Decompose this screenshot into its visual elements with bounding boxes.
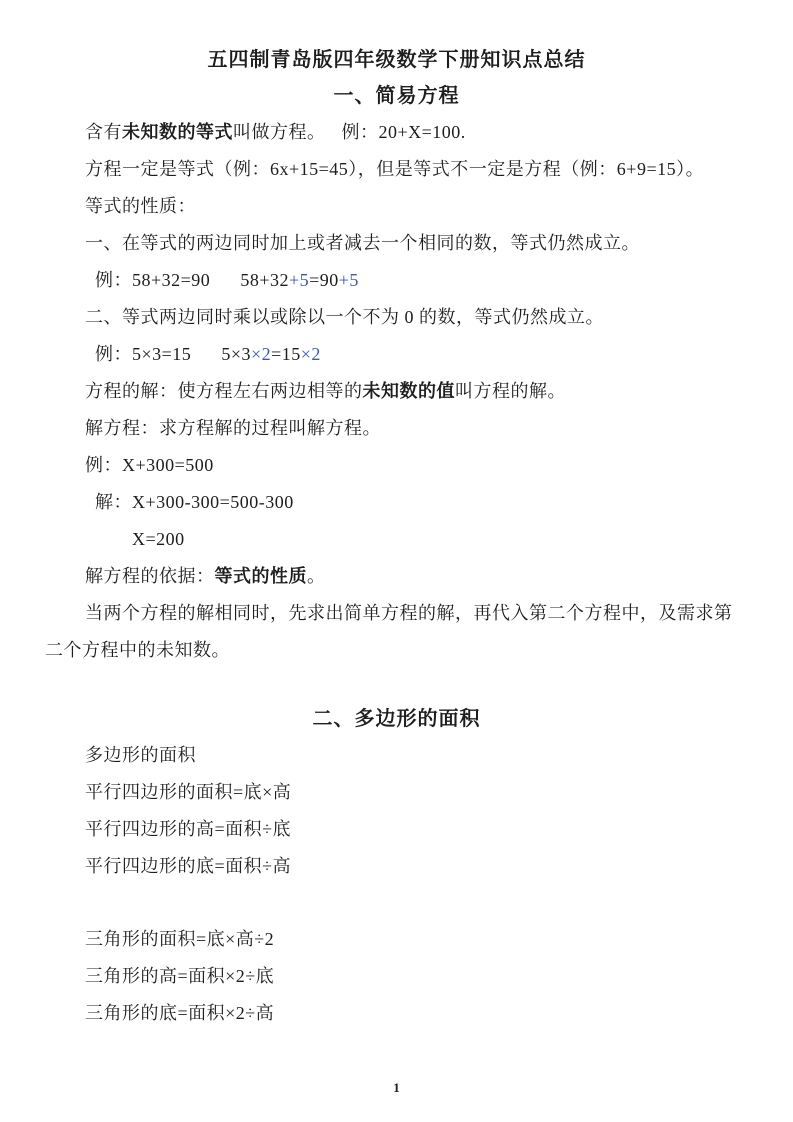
paragraph-spacer	[45, 885, 748, 921]
closing-paragraph: 当两个方程的解相同时，先求出简单方程的解，再代入第二个方程中，及需求第二个方程中的未知数。	[45, 603, 733, 660]
solution-def-pre: 方程的解：使方程左右两边相等的	[85, 381, 363, 401]
parallelogram-base-line: 平行四边形的底=面积÷高	[85, 856, 292, 876]
definition-example: 例：20+X=100.	[341, 122, 466, 142]
section2-heading: 二、多边形的面积	[312, 708, 481, 730]
solution-def-post: 叫方程的解。	[455, 381, 566, 401]
equation-2-part: 58+32	[240, 270, 289, 290]
triangle-base-line: 三角形的底=面积×2÷高	[85, 1003, 275, 1023]
property1-line: 一、在等式的两边同时加上或者减去一个相同的数，等式仍然成立。	[85, 233, 640, 253]
triangle-height-line: 三角形的高=面积×2÷底	[85, 966, 275, 986]
definition-line	[45, 114, 748, 151]
basis-line	[45, 558, 748, 595]
definition-bold-term: 未知数的等式	[122, 122, 233, 142]
parallelogram-height-line: 平行四边形的高=面积÷底	[85, 819, 292, 839]
solve-step2-line: X=200	[132, 529, 185, 549]
equation-1: 5×3=15	[132, 344, 192, 364]
parallelogram-area-line: 平行四边形的面积=底×高	[85, 782, 292, 802]
equation-vs-equality-line: 方程一定是等式（例：6x+15=45），但是等式不一定是方程（例：6+9=15）。	[85, 159, 705, 179]
property2-line: 二、等式两边同时乘以或除以一个不为 0 的数，等式仍然成立。	[85, 307, 604, 327]
solving-definition-line: 解方程：求方程解的过程叫解方程。	[85, 418, 381, 438]
equation-2-highlight: ×2	[300, 344, 321, 364]
document-title: 五四制青岛版四年级数学下册知识点总结	[207, 49, 586, 71]
equation-2-part: =90	[309, 270, 339, 290]
property2-example-line	[45, 336, 748, 373]
basis-pre: 解方程的依据：	[85, 566, 215, 586]
example-label: 例：	[95, 344, 132, 364]
page-number: 1	[393, 1080, 400, 1095]
solve-step1-line: 解：X+300-300=500-300	[95, 492, 294, 512]
solution-def-bold-term: 未知数的值	[362, 381, 455, 401]
equation-2-highlight: +5	[338, 270, 359, 290]
equation-2-highlight: +5	[288, 270, 310, 290]
equation-2-part: =15	[271, 344, 301, 364]
property1-example-line	[45, 262, 748, 299]
section-spacer	[45, 669, 748, 701]
basis-post: 。	[307, 566, 326, 586]
solution-definition-line	[45, 373, 748, 410]
section1-heading: 一、简易方程	[333, 85, 460, 107]
equation-2-highlight: ×2	[250, 344, 272, 364]
basis-bold-term: 等式的性质	[214, 566, 307, 586]
definition-pre: 含有	[85, 122, 122, 142]
definition-post: 叫做方程。	[233, 122, 326, 142]
example-label: 例：	[95, 270, 132, 290]
equation-2-part: 5×3	[221, 344, 251, 364]
polygon-area-line: 多边形的面积	[85, 745, 196, 765]
properties-label-line: 等式的性质：	[85, 196, 196, 216]
triangle-area-line: 三角形的面积=底×高÷2	[85, 929, 275, 949]
equation-1: 58+32=90	[132, 270, 211, 290]
example-equation-line: 例：X+300=500	[85, 455, 214, 475]
